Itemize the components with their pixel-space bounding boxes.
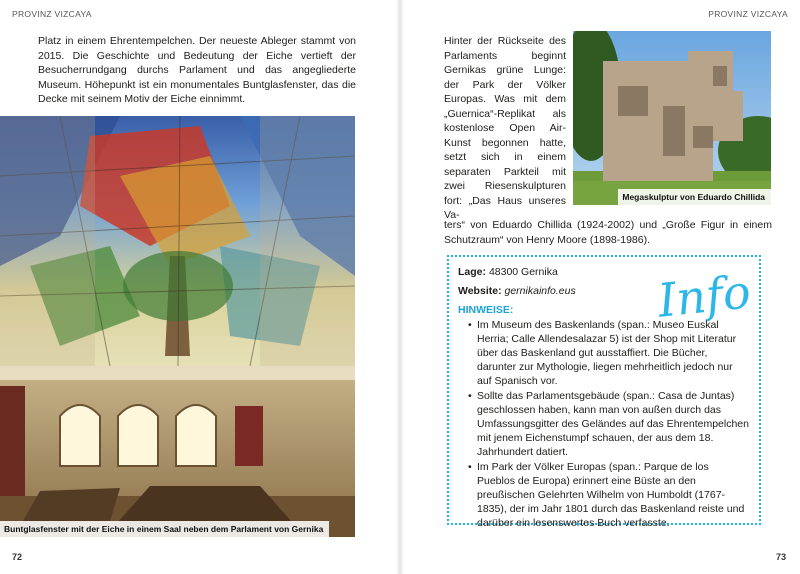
hinweise-heading: HINWEISE: [458,304,514,317]
info-logo: Info [655,264,754,328]
running-head-left: PROVINZ VIZCAYA [12,9,92,19]
photo-caption-right: Megaskulptur von Eduardo Chillida [618,189,771,205]
lage-value: 48300 Gernika [488,266,558,278]
website-link[interactable]: gernikainfo.eus [504,285,576,298]
list-item: • Im Park der Völker Europas (span.: Parque de los Pueblos de Europa) erinnert eine Büste an den preußischen Gelehrten Wilhelm von Humboldt (1767-1835), der im Jahr 1801 durch das Baskenland reiste und darüber ein lesenswertes Buch verfasste. [468,460,749,531]
running-head-right: PROVINZ VIZCAYA [708,9,788,19]
right-body-text-full: ters“ von Eduardo Chillida (1924-2002) und „Große Figur in einem Schutzraum“ von Henry Moore (1898-1986). [444,219,772,246]
page-number-right: 73 [775,552,786,562]
lage-label: Lage: [458,266,487,278]
right-page [400,0,800,574]
list-item: • Sollte das Parlamentsgebäude (span.: Casa de Juntas) geschlossen haben, kann man von außen durch das Umfassungsgitter des Geländes auf das Ehrentempelchen mit jenem Eichenstumpf schauen, der aus dem 18. Jahrhundert datiert. [468,389,749,460]
stained-glass-image [0,116,355,537]
right-body-text-narrow: Hinter der Rückseite des Parlaments beginnt Gernikas grüne Lunge: der Park der Völker Europas. Was mit dem „Guernica“-Replikat als kostenlose Open Air-Kunst begonnen hatte, setzt sich in einem separaten Parkteil mit zwei Riesenskulpturen fort: „Das Haus unseres Va- [444,35,566,221]
sculpture-photo [573,31,771,205]
website-label: Website: [458,285,502,298]
info-box [447,255,761,530]
hinweise-list [458,318,749,531]
stained-glass-photo [0,116,355,537]
list-item: • Im Museum des Baskenlands (span.: Museo Euskal Herria; Calle Allendesalazar 5) ist der Shop mit Literatur über das Baskenland gut ausstaffiert. Die Bücher, darunter zur Mythologie, liegen mehrheitlich jedoch nur auf Spanisch vor. [468,318,749,389]
photo-caption-left: Buntglasfenster mit der Eiche in einem Saal neben dem Parlament von Gernika [0,521,329,537]
page-number-left: 72 [12,552,23,562]
sculpture-image [573,31,771,205]
left-body-text: Platz in einem Ehrentempelchen. Der neueste Ableger stammt von 2015. Die Geschichte und Bedeutung der Eiche vertieft der Besucherrundgang durchs Parlament und das angegliederte Museum. Höhepunkt ist ein monumentales Buntglasfenster, das die Decke mit seinem Motiv der Eiche einnimmt. [38,35,356,105]
